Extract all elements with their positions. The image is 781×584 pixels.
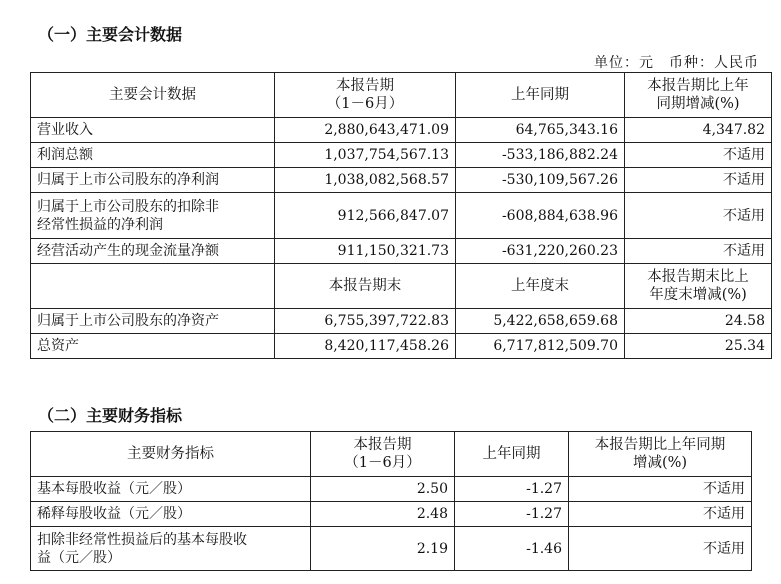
row-change: 不适用: [569, 502, 752, 527]
row-change: 24.58: [625, 309, 772, 334]
header-item: 主要会计数据: [31, 73, 275, 118]
row-prior: -1.27: [455, 502, 569, 527]
table-row: [31, 118, 772, 143]
row-current: 2,880,643,471.09: [275, 118, 456, 143]
row-change: 不适用: [625, 143, 772, 168]
row-prior: -533,186,882.24: [456, 143, 625, 168]
row-prior: 5,422,658,659.68: [456, 309, 625, 334]
header-item: 主要财务指标: [31, 432, 311, 477]
row-label: 稀释每股收益（元／股）: [31, 502, 311, 527]
header-prior-year-end: 上年度末: [456, 264, 625, 309]
row-change: 不适用: [569, 527, 752, 571]
row-label: 经营活动产生的现金流量净额: [31, 239, 275, 264]
header-prior-period: 上年同期: [455, 432, 569, 477]
row-current: 8,420,117,458.26: [275, 334, 456, 359]
header-prior-period: 上年同期: [456, 73, 625, 118]
row-current: 2.48: [311, 502, 455, 527]
table-row: [31, 309, 772, 334]
row-current: 911,150,321.73: [275, 239, 456, 264]
header-period-end: 本报告期末: [275, 264, 456, 309]
row-label: 扣除非经常性损益后的基本每股收 益（元／股）: [31, 527, 311, 571]
row-change: 不适用: [569, 477, 752, 502]
row-prior: 6,717,812,509.70: [456, 334, 625, 359]
row-change: 4,347.82: [625, 118, 772, 143]
row-prior: -631,220,260.23: [456, 239, 625, 264]
unit-currency-line: 单位：元 币种：人民币: [594, 55, 759, 71]
row-prior: -530,109,567.26: [456, 168, 625, 193]
row-current: 2.50: [311, 477, 455, 502]
table-row: [31, 168, 772, 193]
row-change: 不适用: [625, 193, 772, 239]
row-current: 912,566,847.07: [275, 193, 456, 239]
row-label: 基本每股收益（元／股）: [31, 477, 311, 502]
header-current-period: 本报告期 （1－6月）: [275, 73, 456, 118]
table-row: [31, 502, 752, 527]
section2-title: （二）主要财务指标: [38, 406, 183, 425]
table-row: [31, 239, 772, 264]
row-current: 1,037,754,567.13: [275, 143, 456, 168]
row-current: 6,755,397,722.83: [275, 309, 456, 334]
financial-indicators-table: [30, 431, 752, 571]
row-current: 1,038,082,568.57: [275, 168, 456, 193]
table-header-row: [31, 432, 752, 477]
table-row: [31, 193, 772, 239]
table-row: [31, 527, 752, 571]
row-current: 2.19: [311, 527, 455, 571]
row-prior: -608,884,638.96: [456, 193, 625, 239]
accounting-data-table: [30, 72, 772, 359]
blank-cell: [31, 264, 275, 309]
table-subheader-row: [31, 264, 772, 309]
row-prior: -1.46: [455, 527, 569, 571]
table-header-row: [31, 73, 772, 118]
header-change-year-end: 本报告期末比上 年度末增减(%): [625, 264, 772, 309]
header-current-period: 本报告期 （1－6月）: [311, 432, 455, 477]
row-change: 不适用: [625, 239, 772, 264]
row-label: 利润总额: [31, 143, 275, 168]
row-label: 总资产: [31, 334, 275, 359]
table-row: [31, 477, 752, 502]
header-change: 本报告期比上年 同期增减(%): [625, 73, 772, 118]
table-row: [31, 334, 772, 359]
header-change: 本报告期比上年同期 增减(%): [569, 432, 752, 477]
row-label: 归属于上市公司股东的净利润: [31, 168, 275, 193]
row-change: 25.34: [625, 334, 772, 359]
row-prior: -1.27: [455, 477, 569, 502]
row-label: 归属于上市公司股东的扣除非 经常性损益的净利润: [31, 193, 275, 239]
row-change: 不适用: [625, 168, 772, 193]
row-label: 归属于上市公司股东的净资产: [31, 309, 275, 334]
section1-title: （一）主要会计数据: [38, 25, 183, 44]
table-row: [31, 143, 772, 168]
row-prior: 64,765,343.16: [456, 118, 625, 143]
row-label: 营业收入: [31, 118, 275, 143]
